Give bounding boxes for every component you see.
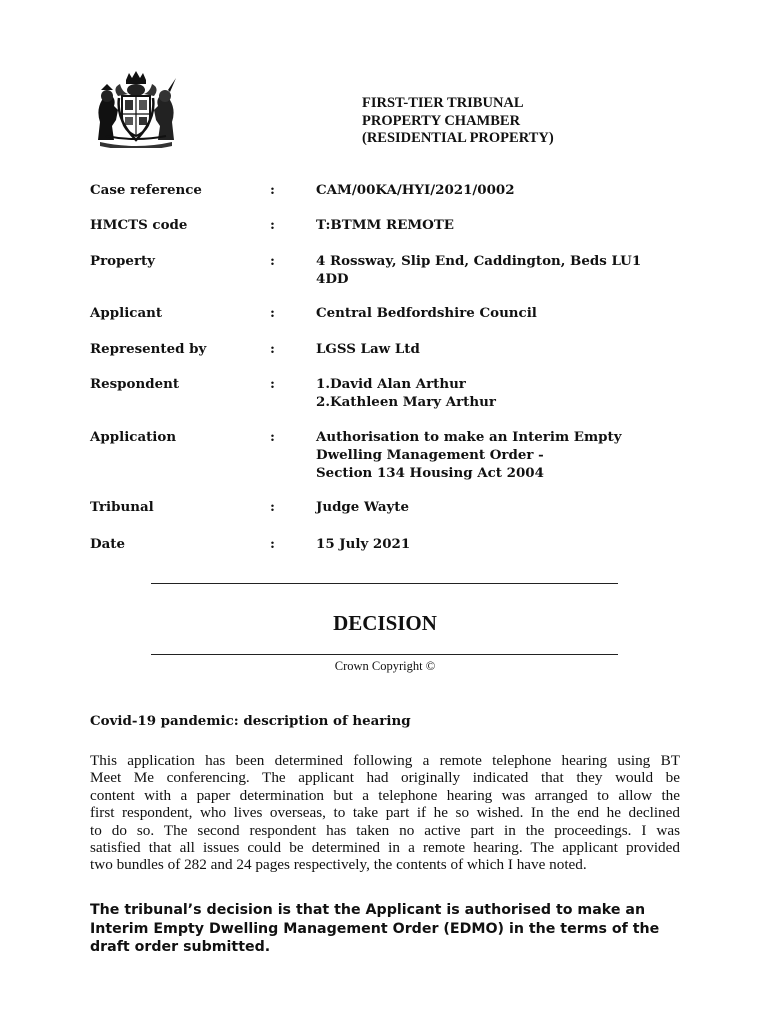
- paragraph-line: first respondent, who lives overseas, to take part if he so wished. In the end he declined: [90, 804, 680, 822]
- date-label: Date: [90, 536, 125, 552]
- tribunal-value: [316, 498, 666, 516]
- value-line: 1.David Alan Arthur: [316, 376, 466, 392]
- summary-line: The tribunal’s decision is that the Applicant is authorised to make an: [90, 902, 646, 918]
- field-colon: :: [270, 182, 275, 198]
- value-line: T:BTMM REMOTE: [316, 217, 455, 233]
- summary-line: Interim Empty Dwelling Management Order (EDMO) in the terms of the: [90, 920, 660, 937]
- decision-summary: [90, 901, 690, 957]
- case-reference-value: [316, 181, 666, 199]
- field-colon: :: [270, 376, 275, 392]
- covid-hearing-heading: Covid-19 pandemic: description of hearing: [90, 713, 411, 729]
- respondent-value: [316, 375, 666, 411]
- tribunal-label: Tribunal: [90, 499, 154, 515]
- property-label: Property: [90, 253, 155, 269]
- decision-title: DECISION: [333, 611, 437, 635]
- royal-coat-of-arms-icon: [92, 70, 180, 148]
- value-line: LGSS Law Ltd: [316, 341, 420, 357]
- property-value: [316, 252, 666, 288]
- paragraph-line: to do so. The second respondent has taken no active part in the proceedings. I was: [90, 821, 680, 839]
- paragraph-line: Meet Me conferencing. The applicant had originally indicated that they would be: [90, 769, 680, 787]
- value-line: 4DD: [316, 271, 349, 287]
- date-value: [316, 535, 666, 553]
- hearing-description-paragraph: [90, 752, 680, 874]
- application-value: [316, 428, 666, 482]
- application-label: Application: [90, 429, 177, 445]
- divider-top: [151, 583, 618, 584]
- represented-by-value: [316, 340, 666, 358]
- value-line: 2.Kathleen Mary Arthur: [316, 394, 496, 410]
- represented-by-label: Represented by: [90, 341, 207, 357]
- value-line: Central Bedfordshire Council: [316, 305, 537, 321]
- field-colon: :: [270, 429, 275, 445]
- summary-line: draft order submitted.: [90, 939, 271, 955]
- paragraph-line: This application has been determined following a remote telephone hearing using BT: [90, 752, 680, 769]
- value-line: Authorisation to make an Interim Empty: [316, 429, 622, 445]
- header-line-2: PROPERTY CHAMBER: [362, 112, 521, 129]
- field-colon: :: [270, 217, 275, 233]
- field-colon: :: [270, 341, 275, 357]
- crown-copyright: Crown Copyright ©: [334, 659, 436, 673]
- divider-bottom: [151, 654, 618, 655]
- applicant-label: Applicant: [90, 305, 163, 321]
- header-line-3: (RESIDENTIAL PROPERTY): [362, 130, 554, 146]
- paragraph-line: satisfied that all issues could be determined in a remote hearing. The applicant provided: [90, 839, 680, 857]
- value-line: 15 July 2021: [316, 536, 411, 552]
- header-line-1: FIRST-TIER TRIBUNAL: [362, 95, 524, 111]
- value-line: Section 134 Housing Act 2004: [316, 465, 544, 481]
- paragraph-line: content with a paper determination but a telephone hearing was arranged to allow the: [90, 786, 680, 804]
- field-colon: :: [270, 253, 275, 269]
- value-line: Dwelling Management Order -: [316, 447, 544, 463]
- value-line: CAM/00KA/HYI/2021/0002: [316, 182, 515, 198]
- paragraph-line: two bundles of 282 and 24 pages respectively, the contents of which I have noted.: [90, 856, 587, 874]
- field-colon: :: [270, 305, 275, 321]
- tribunal-header: [362, 95, 554, 148]
- value-line: Judge Wayte: [316, 499, 410, 515]
- value-line: 4 Rossway, Slip End, Caddington, Beds LU1: [316, 253, 642, 269]
- field-colon: :: [270, 536, 275, 552]
- respondent-label: Respondent: [90, 376, 180, 392]
- field-colon: :: [270, 499, 275, 515]
- applicant-value: [316, 304, 666, 322]
- case-reference-label: Case reference: [90, 182, 202, 198]
- hmcts-code-value: [316, 216, 666, 234]
- hmcts-code-label: HMCTS code: [90, 217, 188, 233]
